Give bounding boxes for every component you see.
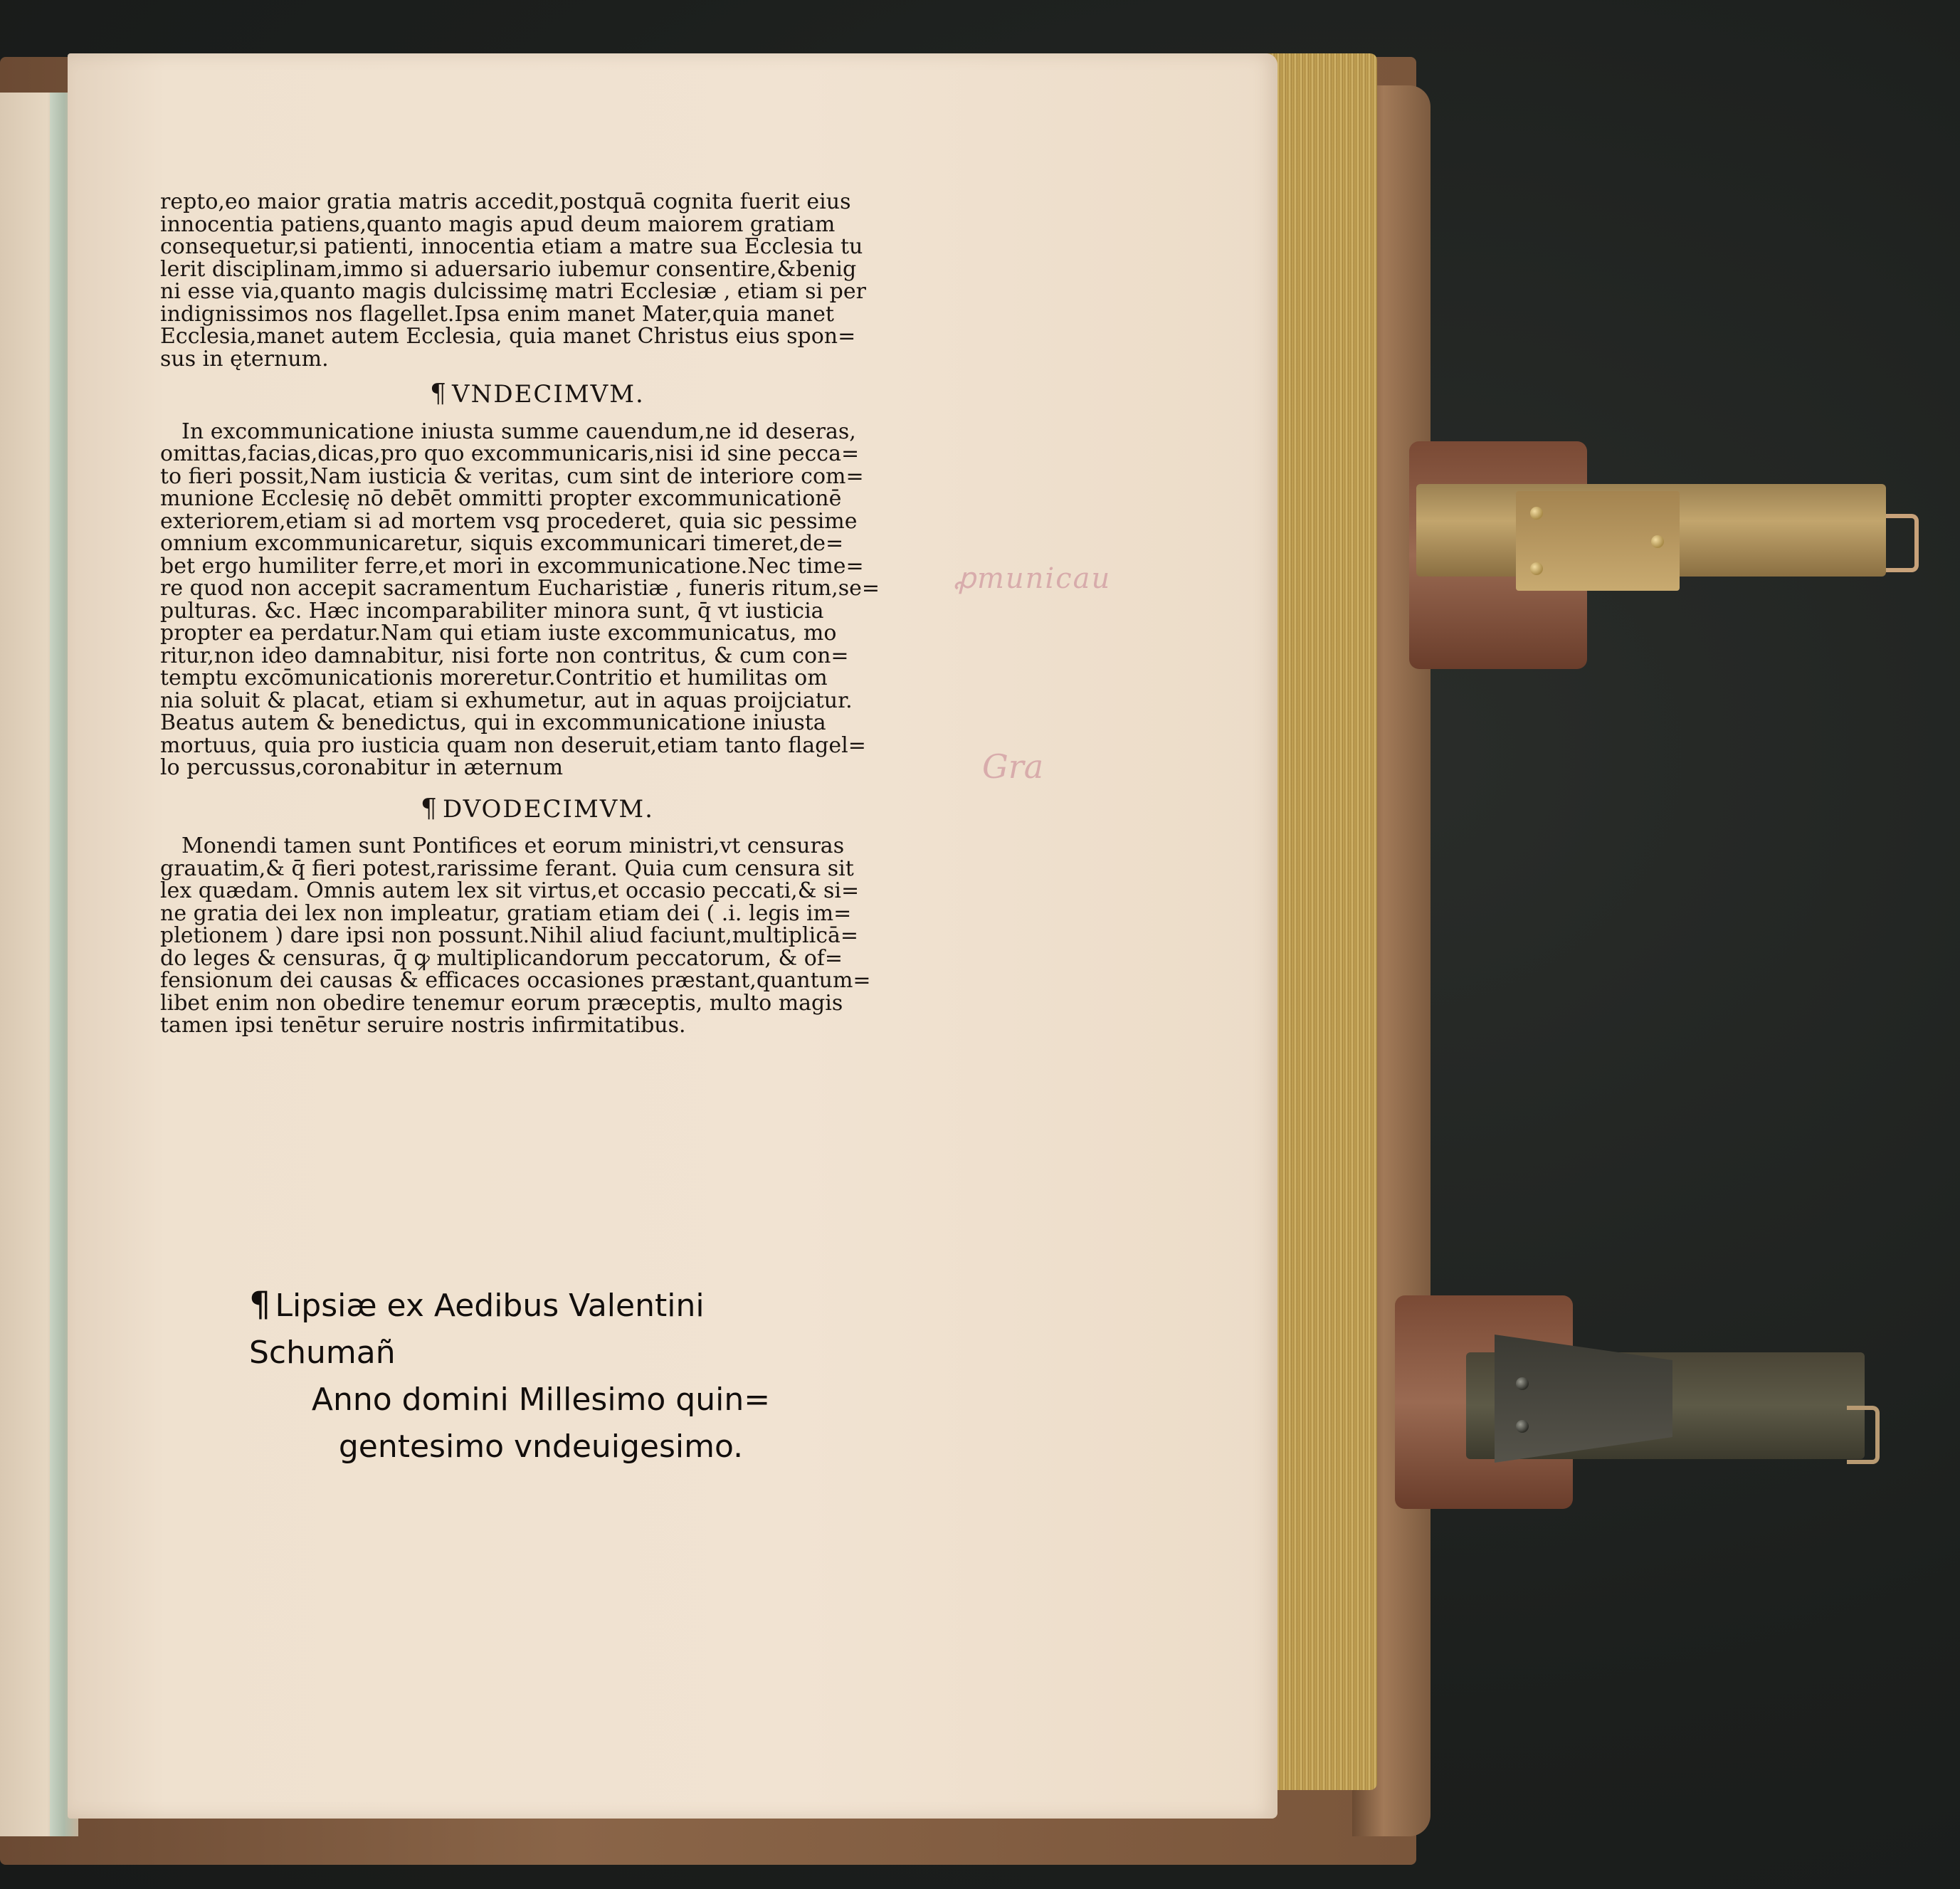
text-line: to fieri possit,Nam iusticia & veritas, cum sint de interiore com= — [160, 463, 864, 489]
text-line: omnium excommunicaretur, siquis excommunicari timeret,de= — [160, 531, 844, 556]
upper-clasp-rivet-3 — [1651, 535, 1664, 548]
lower-clasp-hook — [1847, 1406, 1880, 1464]
text-line: lo percussus,coronabitur in æternum — [160, 755, 564, 780]
text-line: omittas,facias,dicas,pro quo excommunicaris,nisi id sine pecca= — [160, 441, 860, 466]
marginalia-note: Gra — [982, 747, 1044, 786]
pilcrow-mark: ¶ — [430, 379, 448, 409]
page-text — [160, 191, 915, 1037]
heading-text: VNDECIMVM. — [452, 380, 645, 409]
text-line: bet ergo humiliter ferre,et mori in excommunicatione.Nec time= — [160, 553, 864, 579]
text-line: ne gratia dei lex non impleatur, gratiam etiam dei ( .i. legis im= — [160, 900, 852, 926]
paragraph-continuation — [160, 191, 915, 370]
text-line: mortuus, quia pro iusticia quam non deseruit,etiam tanto flagel= — [160, 732, 866, 758]
text-line: In excommunicatione iniusta summe cauendum,ne id deseras, — [181, 419, 856, 444]
text-line: pletionem ) dare ipsi non possunt.Nihil aliud faciunt,multiplicā= — [160, 923, 859, 948]
text-line: temptu excōmunicationis moreretur.Contritio et humilitas om — [160, 665, 828, 690]
heading-text: DVODECIMVM. — [442, 794, 654, 824]
text-line: exteriorem,etiam si ad mortem vsq̧ procederet, quia sic pessime — [160, 508, 858, 534]
text-line: re quod non accepit sacramentum Eucharistiæ , funeris ritum,se= — [160, 576, 880, 601]
lower-clasp-rivet-2 — [1516, 1420, 1529, 1433]
text-line: ni esse via,quanto magis dulcissimę matri Ecclesiæ , etiam si per — [160, 279, 866, 304]
text-line: Monendi tamen sunt Pontifices et eorum ministri,vt censuras — [181, 833, 845, 858]
colophon — [235, 1281, 847, 1470]
text-line: consequetur,si patienti, innocentia etiam a matre sua Ecclesia tu — [160, 234, 863, 259]
upper-clasp-hook — [1886, 514, 1919, 572]
text-line: propter ea perdatur.Nam qui etiam iuste excommunicatus, mo — [160, 621, 837, 646]
paragraph-duodecimum — [160, 835, 915, 1037]
text-line: innocentia patiens,quanto magis apud deum maiorem gratiam — [160, 211, 836, 237]
marginalia-note: ꝓmunicau — [954, 562, 1112, 595]
text-line: libet enim non obedire tenemur eorum præceptis, multo magis — [160, 990, 843, 1016]
paragraph-undecimum — [160, 421, 915, 779]
text-line: lerit disciplinam,immo si aduersario iubemur consentire,&benig — [160, 256, 857, 282]
text-line: munione Ecclesię nō debēt ommitti propter excommunicationē — [160, 486, 842, 511]
heading-duodecimum — [160, 794, 915, 824]
pilcrow-mark: ¶ — [421, 794, 438, 824]
colophon-line: gentesimo vndeuigesimo. — [338, 1428, 744, 1465]
text-line: Beatus autem & benedictus, qui in excommunicatione iniusta — [160, 710, 826, 735]
text-line: Ecclesia,manet autem Ecclesia, quia manet Christus eius spon= — [160, 324, 856, 349]
text-line: sus in ęternum. — [160, 346, 329, 372]
text-line: tamen ipsi tenētur seruire nostris infirmitatibus. — [160, 1013, 686, 1038]
text-line: indignissimos nos flagellet.Ipsa enim manet Mater,quia manet — [160, 301, 834, 327]
colophon-line — [235, 1281, 847, 1377]
upper-clasp-rivet-2 — [1530, 562, 1543, 575]
lower-clasp-rivet-1 — [1516, 1377, 1529, 1390]
pilcrow-mark: ¶ — [249, 1285, 271, 1325]
text-line: lex quædam. Omnis autem lex sit virtus,et occasio peccati,& si= — [160, 878, 860, 903]
colophon-text: Lipsiæ ex Aedibus Valentini Schumañ — [249, 1288, 705, 1371]
text-line: fensionum dei causas & efficaces occasiones præstant,quantum= — [160, 968, 871, 993]
text-line: ritur,non ideo damnabitur, nisi forte non contritus, & cum con= — [160, 643, 849, 668]
upper-clasp-rivet-1 — [1530, 507, 1543, 520]
text-line: grauatim,& q̄ fieri potest,rarissime ferant. Quia cum censura sit — [160, 856, 854, 881]
colophon-line: Anno domini Millesimo quin= — [311, 1382, 771, 1418]
text-line: nia soluit & placat, etiam si exhumetur, aut in aquas proijciatur. — [160, 688, 853, 713]
heading-undecimum — [160, 379, 915, 409]
text-line: pulturas. &c. Hæc incomparabiliter minora sunt, q̄ vt iusticia — [160, 598, 824, 623]
text-line: do leges & censuras, q̄ ꝙ multiplicandorum peccatorum, & of= — [160, 945, 843, 971]
text-line: repto,eo maior gratia matris accedit,postquā cognita fuerit eius — [160, 189, 851, 214]
